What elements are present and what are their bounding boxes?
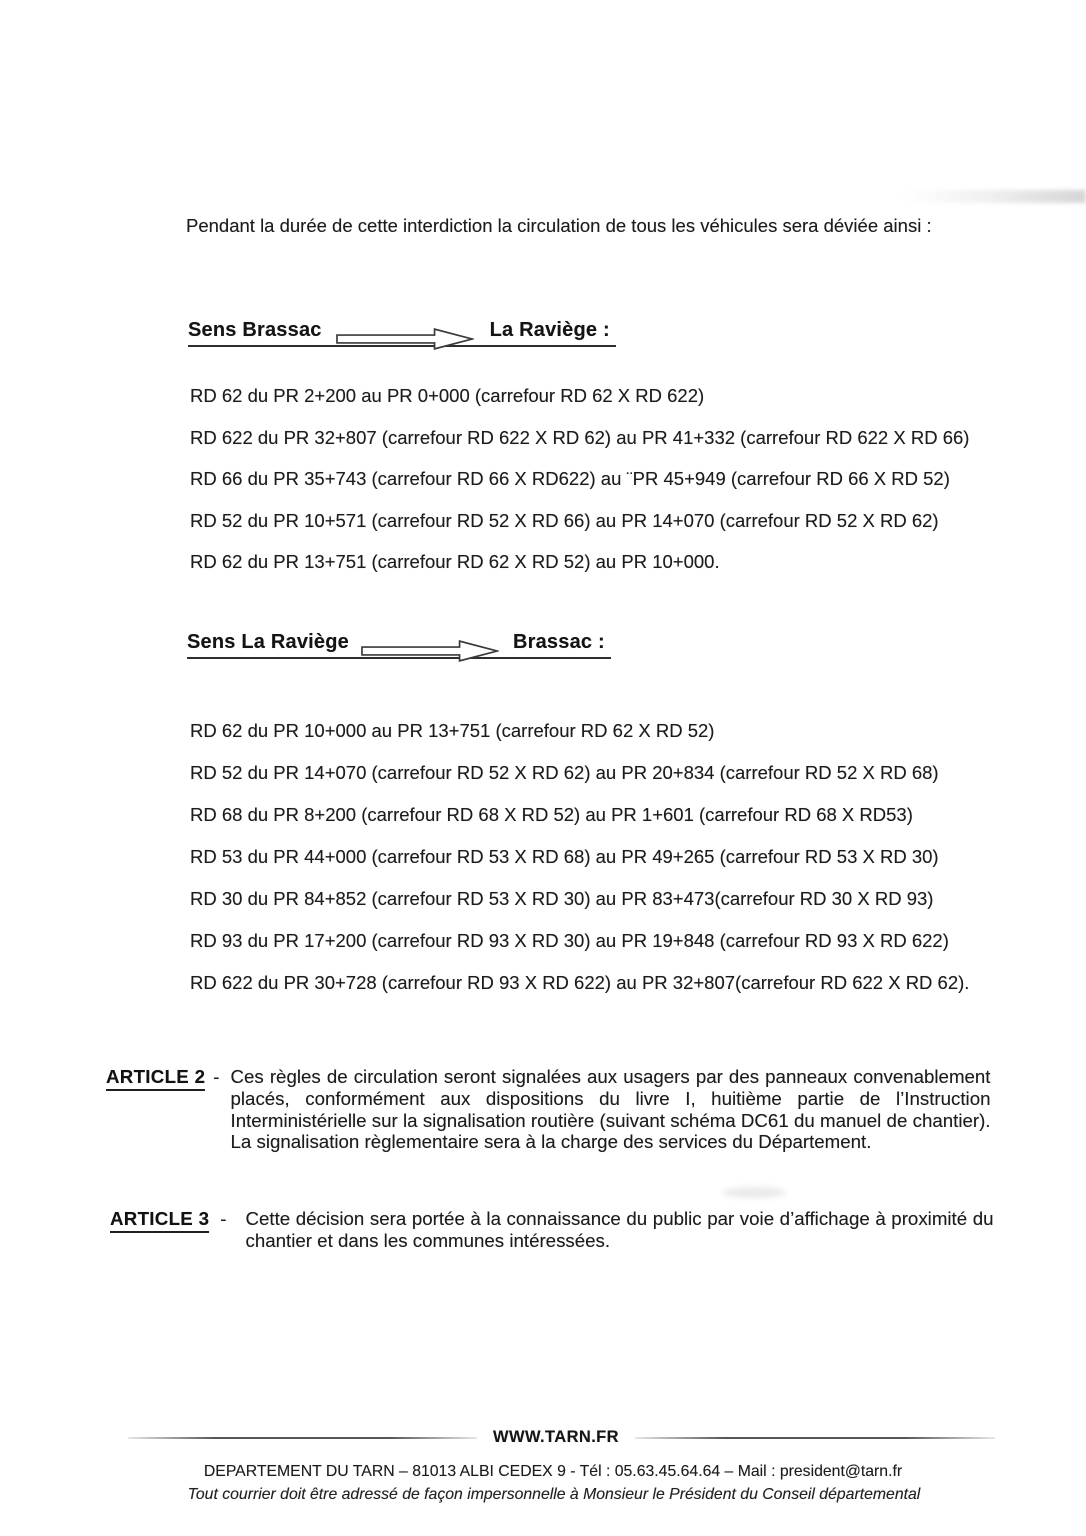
website-label: WWW.TARN.FR bbox=[493, 1428, 619, 1446]
footer-notice-line: Tout courrier doit être adressé de façon impersonnelle à Monsieur le Président du Conseil départemental bbox=[187, 1486, 921, 1503]
direction-heading-brassac-to-raviege bbox=[188, 319, 616, 347]
route-line: RD 622 du PR 32+807 (carrefour RD 622 X RD 62) au PR 41+332 (carrefour RD 622 X RD 66) bbox=[190, 426, 970, 448]
article-2 bbox=[106, 1066, 991, 1153]
route-line: RD 62 du PR 2+200 au PR 0+000 (carrefour RD 62 X RD 622) bbox=[190, 385, 705, 406]
footer-contact-line: DEPARTEMENT DU TARN – 81013 ALBI CEDEX 9 - Tél : 05.63.45.64.64 – Mail : president@tarn.fr bbox=[203, 1463, 903, 1480]
article-2-separator: - bbox=[213, 1066, 220, 1087]
route-line: RD 62 du PR 13+751 (carrefour RD 62 X RD 52) au PR 10+000. bbox=[190, 551, 720, 572]
route-line: RD 53 du PR 44+000 (carrefour RD 53 X RD 68) au PR 49+265 (carrefour RD 53 X RD 30) bbox=[190, 846, 939, 867]
route-line: RD 68 du PR 8+200 (carrefour RD 68 X RD 52) au PR 1+601 (carrefour RD 68 X RD53) bbox=[190, 804, 913, 825]
article-3-label: ARTICLE 3 bbox=[110, 1208, 209, 1233]
direction-from-label: Sens Brassac bbox=[188, 319, 322, 341]
article-2-text: Ces règles de circulation seront signalées aux usagers par des panneaux convenablement placés, conformément aux dispositions du livre I, huitième partie de l’Instruction Interministérielle sur la signalisation routière (suivant schéma DC61 du manuel de chantier). La signalisation règlementaire sera à la charge des services du Département. bbox=[230, 1066, 991, 1153]
route-line: RD 52 du PR 14+070 (carrefour RD 52 X RD 62) au PR 20+834 (carrefour RD 52 X RD 68) bbox=[190, 762, 939, 783]
article-3-separator: - bbox=[220, 1208, 227, 1229]
route-list-brassac-to-raviege bbox=[190, 385, 969, 573]
footer-website-row bbox=[128, 1428, 995, 1447]
scan-artifact bbox=[902, 190, 1086, 203]
route-line: RD 622 du PR 30+728 (carrefour RD 93 X RD 622) au PR 32+807(carrefour RD 622 X RD 62). bbox=[190, 972, 970, 993]
intro-paragraph: Pendant la durée de cette interdiction la circulation de tous les véhicules sera déviée ainsi : bbox=[186, 215, 932, 236]
route-line: RD 93 du PR 17+200 (carrefour RD 93 X RD 30) au PR 19+848 (carrefour RD 93 X RD 622) bbox=[190, 930, 949, 951]
article-2-label: ARTICLE 2 bbox=[106, 1066, 205, 1091]
direction-to-label: Brassac : bbox=[512, 631, 605, 653]
right-arrow-icon bbox=[336, 327, 474, 351]
route-list-raviege-to-brassac bbox=[190, 720, 969, 994]
direction-from-label: Sens La Raviège bbox=[187, 631, 349, 653]
article-3-text: Cette décision sera portée à la connaissance du public par voie d’affichage à proximité du chantier et dans les communes intéressées. bbox=[245, 1208, 994, 1251]
scan-artifact bbox=[722, 1187, 786, 1198]
article-3 bbox=[110, 1208, 994, 1252]
direction-heading-raviege-to-brassac bbox=[187, 631, 611, 659]
route-line: RD 30 du PR 84+852 (carrefour RD 53 X RD 30) au PR 83+473(carrefour RD 30 X RD 93) bbox=[190, 888, 934, 909]
route-line: RD 52 du PR 10+571 (carrefour RD 52 X RD 66) au PR 14+070 (carrefour RD 52 X RD 62) bbox=[190, 509, 939, 531]
divider-line bbox=[128, 1437, 477, 1439]
route-line: RD 62 du PR 10+000 au PR 13+751 (carrefour RD 62 X RD 52) bbox=[190, 720, 715, 741]
direction-to-label: La Raviège : bbox=[489, 319, 610, 341]
route-line: RD 66 du PR 35+743 (carrefour RD 66 X RD622) au ¨PR 45+949 (carrefour RD 66 X RD 52) bbox=[190, 468, 950, 489]
divider-line bbox=[635, 1437, 995, 1439]
right-arrow-icon bbox=[361, 639, 499, 663]
